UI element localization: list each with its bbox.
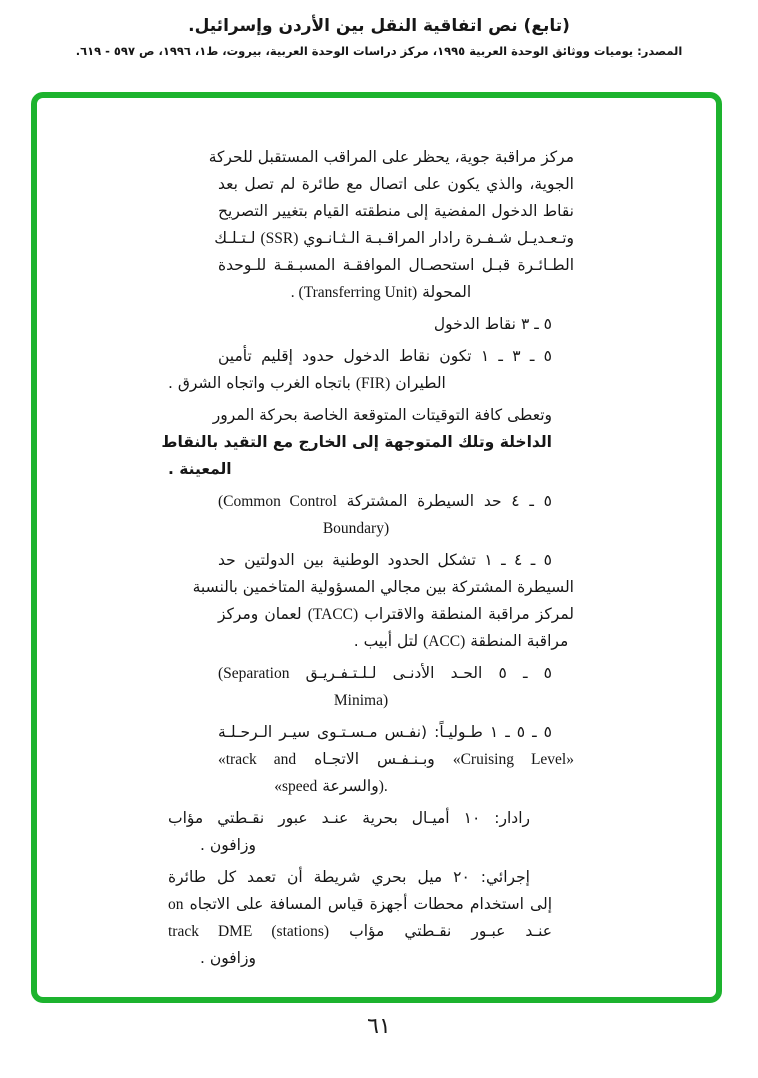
- arabic-text: ٥ ـ ٥ ـ ١ طـوليـاً: (نفـس مـسـتـوى سيـر الـرحـلـة: [218, 723, 552, 741]
- text-line: [192, 574, 574, 601]
- arabic-text: الداخلة وتلك المتوجهة إلى الخارج مع التقيد بالنقاط: [161, 433, 552, 451]
- heading-5-3-entry-points: [218, 311, 574, 338]
- latin-term: (Common Control: [218, 493, 337, 510]
- arabic-text: ٥ ـ ٤ ـ ١ تشكل الحدود الوطنية بين الدولتين حد: [218, 551, 552, 569]
- arabic-text: مراقبة المنطقة: [470, 632, 569, 650]
- arabic-text: عنـد عبـور نقـطتي مؤاب: [349, 922, 553, 940]
- text-line: [218, 628, 574, 655]
- arabic-text: وزافون .: [200, 949, 256, 967]
- latin-term: Minima): [333, 692, 389, 709]
- latin-term: «track and: [218, 751, 297, 768]
- text-line: [218, 488, 574, 515]
- arabic-text: وبـنـفـس الاتجـاه: [314, 750, 435, 768]
- arabic-text: الطيران: [395, 374, 446, 392]
- text-line: [218, 252, 574, 279]
- arabic-text: وتـعـديـل شـفـرة رادار المراقـبـة الـثـانـوي: [303, 229, 574, 247]
- arabic-text: إجرائي: ٢٠ ميل بحري شريطة أن تعمد كل طائرة: [168, 868, 530, 886]
- text-line: [218, 279, 574, 306]
- arabic-text: باتجاه الغرب واتجاه الشرق .: [168, 374, 351, 392]
- latin-term: (ACC): [423, 633, 466, 650]
- text-line: [208, 144, 574, 171]
- arabic-text: لتل أبيب .: [353, 632, 419, 650]
- text-line: [218, 687, 574, 714]
- arabic-text: المعينة .: [168, 460, 232, 478]
- arabic-text: رادار: ١٠ أميـال بحرية عنـد عبور نقـطتي مؤاب: [168, 809, 531, 827]
- arabic-text: السيطرة المشتركة بين مجالي المسؤولية المتاخمين بالنسبة: [192, 578, 574, 596]
- latin-term: (Separation: [218, 665, 290, 682]
- arabic-text: الطـائـرة قبـل استحصـال الموافقـة المسبـقـة للـوحدة: [218, 256, 574, 274]
- paragraph-5-4-1-tacc-acc: [192, 547, 574, 655]
- heading-5-4-common-control-boundary: [218, 488, 574, 542]
- text-line: [168, 945, 552, 972]
- text-line: [161, 429, 552, 456]
- arabic-text: مركز مراقبة جوية، يحظر على المراقب المستقبل للحركة: [208, 148, 574, 166]
- text-line: [168, 918, 552, 945]
- page-number: ٦١: [367, 1014, 391, 1039]
- arabic-text: لـتـلـك: [214, 229, 256, 247]
- frame-content-area: [38, 98, 716, 977]
- text-line: [218, 773, 574, 800]
- arabic-text: إلى استخدام محطات أجهزة قياس المسافة على الاتجاه: [189, 895, 553, 913]
- latin-term: Boundary): [322, 520, 390, 537]
- arabic-text: لمركز مراقبة المنطقة والاقتراب: [364, 605, 574, 623]
- latin-term: (SSR): [260, 230, 299, 247]
- text-line: [212, 402, 574, 429]
- paragraph-5-3-1-fir: [168, 343, 574, 397]
- paragraph-transferring-unit: [208, 144, 574, 306]
- text-line: [218, 171, 574, 198]
- arabic-text: ٥ ـ ٥ الحـد الأدنـى لـلـتـفـريـق: [305, 664, 552, 682]
- arabic-text: نقاط الدخول المفضية إلى منطقته القيام بتغيير التصريح: [218, 202, 574, 220]
- arabic-text: ٥ ـ ٤ حد السيطرة المشتركة: [346, 492, 552, 510]
- text-line: [168, 805, 552, 832]
- arabic-text: ٥ ـ ٣ ـ ١ تكون نقاط الدخول حدود إقليم تأمين: [218, 347, 552, 365]
- text-line: [218, 660, 574, 687]
- text-line: [214, 225, 574, 252]
- text-line: [218, 311, 574, 338]
- text-line: [168, 456, 552, 483]
- text-line: [218, 547, 574, 574]
- text-line: [168, 370, 552, 397]
- latin-term: on: [168, 896, 184, 913]
- text-line: [218, 719, 574, 746]
- text-line: [168, 891, 552, 918]
- text-line: [218, 515, 574, 542]
- latin-term: (TACC): [307, 606, 359, 623]
- latin-term: (FIR): [355, 375, 391, 392]
- latin-term: track DME (stations): [168, 923, 330, 940]
- paragraph-5-5-1-cruising-level: [218, 719, 574, 800]
- document-title: (تابع) نص اتفاقية النقل بين الأردن وإسرائيل.: [188, 16, 570, 36]
- text-line: [218, 343, 574, 370]
- text-line: [218, 198, 574, 225]
- text-line: [218, 601, 574, 628]
- latin-term: «Cruising Level»: [452, 751, 574, 768]
- paragraph-expected-timings: [161, 402, 574, 483]
- arabic-text: الجوية، والذي يكون على اتصال مع طائرة لم تصل بعد: [218, 175, 574, 193]
- heading-5-5-separation-minima: [218, 660, 574, 714]
- arabic-text: ٥ ـ ٣ نقاط الدخول: [433, 315, 552, 333]
- text-line: [168, 832, 552, 859]
- latin-term: «speed: [274, 778, 318, 795]
- latin-term: . (Transferring Unit): [290, 284, 418, 301]
- paragraph-radar-10-miles: [168, 805, 574, 859]
- paragraph-procedural-20-miles: [168, 864, 574, 972]
- source-citation-line: المصدر: يوميات ووثائق الوحدة العربية ١٩٩٥، مركز دراسات الوحدة العربية، بيروت، ط١، ١٩٩٦، ص ٥٩٧ - ٦١٩.: [75, 44, 683, 58]
- arabic-text: المحولة: [422, 283, 472, 301]
- arabic-text: وتعطى كافة التوقيتات المتوقعة الخاصة بحركة المرور: [212, 406, 552, 424]
- body-text-column: [161, 144, 574, 972]
- arabic-text: وزافون .: [200, 836, 256, 854]
- text-line: [168, 864, 552, 891]
- text-line: [218, 746, 574, 773]
- arabic-text: لعمان ومركز: [218, 605, 302, 623]
- latin-term: والسرعة).: [322, 778, 388, 795]
